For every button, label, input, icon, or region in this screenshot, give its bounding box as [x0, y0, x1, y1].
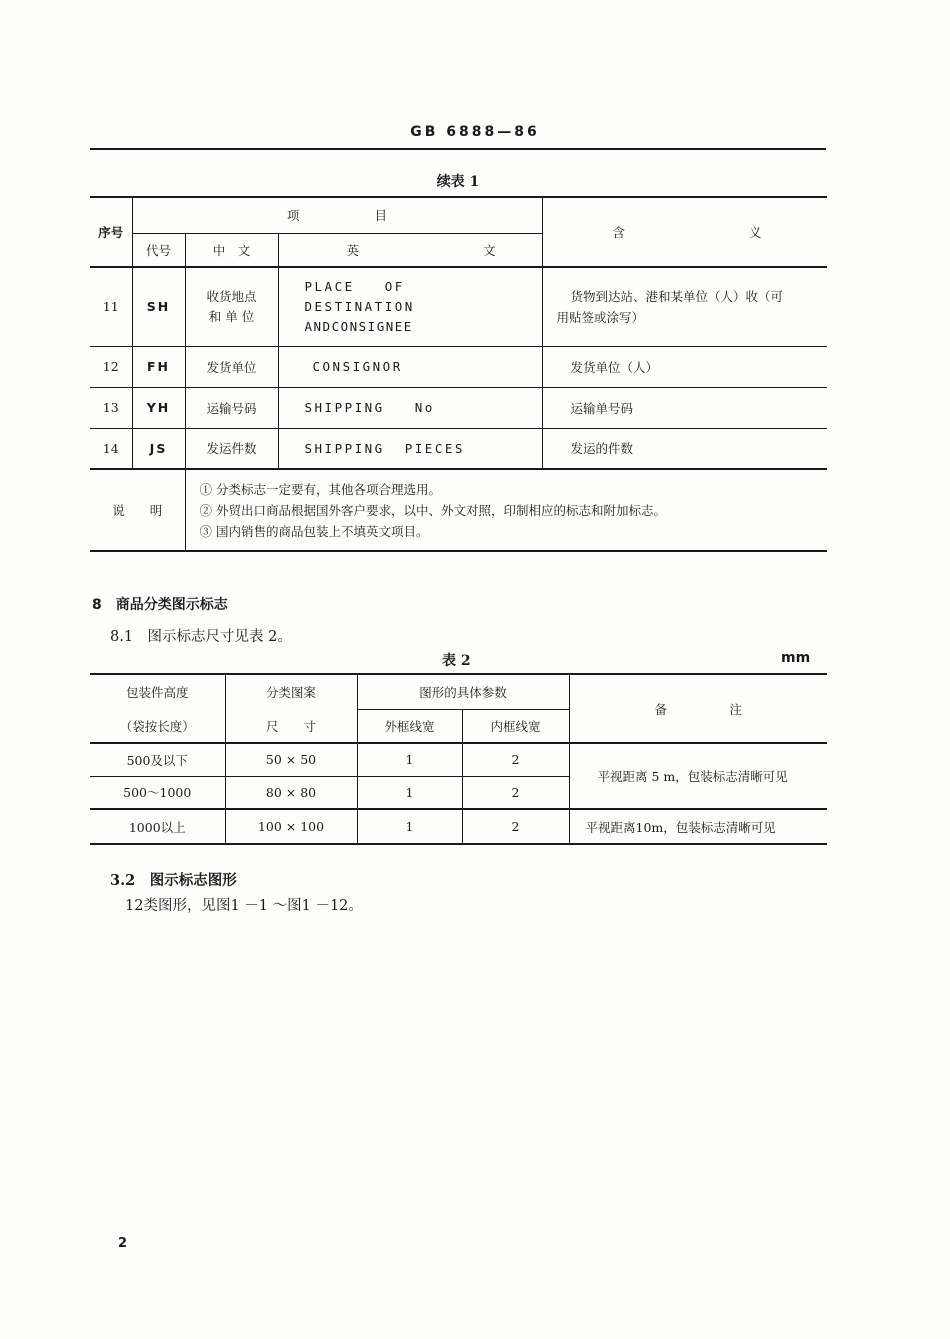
row-en-line3: ANDCONSIGNEE — [304, 318, 413, 334]
row-meaning-line2: 用贴签或涂写） — [556, 309, 645, 325]
note-3: ③ 国内销售的商品包装上不填英文项目。 — [199, 523, 429, 539]
table1 — [90, 196, 827, 552]
col-header-en-a: 英 — [346, 242, 360, 258]
section-8-1: 8.1 图示标志尺寸见表 2。 — [110, 629, 292, 645]
col-header-en — [278, 233, 542, 267]
t2-remark-2: 平视距离10m，包装标志清晰可见 — [569, 809, 827, 844]
row-cn — [185, 267, 278, 346]
table-row — [90, 428, 827, 469]
standard-number: GB 6888—86 — [410, 124, 540, 140]
row-en-line1: PLACE OF — [304, 278, 405, 294]
t2-inner: 2 — [462, 743, 569, 776]
t2-size: 80 × 80 — [225, 776, 357, 809]
row-cn-line1: 收货地点 — [206, 288, 257, 304]
col-header-no: 序号 — [90, 197, 132, 267]
row-no: 14 — [90, 428, 132, 469]
t2-h-inner: 内框线宽 — [462, 709, 569, 743]
t2-h-pattern-2: 尺 寸 — [225, 709, 357, 743]
header-rule — [90, 148, 826, 150]
page-number: 2 — [118, 1236, 128, 1251]
t2-size: 100 × 100 — [225, 809, 357, 844]
t2-h-params: 图形的具体参数 — [357, 674, 569, 709]
row-en: CONSIGNOR — [278, 346, 542, 387]
notes-row — [90, 469, 827, 551]
t2-inner: 2 — [462, 776, 569, 809]
row-code: YH — [132, 387, 185, 428]
t2-height: 1000以上 — [90, 809, 225, 844]
row-cn: 发运件数 — [185, 428, 278, 469]
row-en — [278, 267, 542, 346]
col-header-meaning-b: 义 — [749, 225, 762, 240]
t2-size: 50 × 50 — [225, 743, 357, 776]
row-code: FH — [132, 346, 185, 387]
t2-height: 500及以下 — [90, 743, 225, 776]
table2-caption: 表 2 — [442, 653, 471, 669]
row-en-line2: DESTINATION — [304, 298, 415, 314]
table2-unit: mm — [781, 650, 811, 666]
row-code: SH — [132, 267, 185, 346]
t2-outer: 1 — [357, 743, 462, 776]
table-row — [90, 743, 827, 776]
t2-outer: 1 — [357, 809, 462, 844]
row-meaning — [542, 267, 827, 346]
t2-height: 500～1000 — [90, 776, 225, 809]
t2-outer: 1 — [357, 776, 462, 809]
col-header-code: 代号 — [132, 233, 185, 267]
table-row — [90, 809, 827, 844]
row-meaning: 发货单位（人） — [542, 346, 827, 387]
t2-h-pattern-1: 分类图案 — [225, 674, 357, 709]
row-no: 11 — [90, 267, 132, 346]
row-meaning: 发运的件数 — [542, 428, 827, 469]
col-header-meaning-a: 含 — [612, 225, 626, 240]
note-1: ① 分类标志一定要有，其他各项合理选用。 — [199, 481, 441, 497]
row-cn: 发货单位 — [185, 346, 278, 387]
row-no: 13 — [90, 387, 132, 428]
notes — [185, 469, 827, 551]
t2-h-height-2: （袋按长度） — [90, 709, 225, 743]
t2-h-height-1: 包装件高度 — [90, 674, 225, 709]
t2-h-remark: 备 注 — [569, 674, 827, 743]
t2-h-outer: 外框线宽 — [357, 709, 462, 743]
section-3-2-heading: 3.2 图示标志图形 — [110, 872, 237, 889]
col-header-meaning — [542, 197, 827, 267]
row-meaning: 运输单号码 — [542, 387, 827, 428]
row-cn: 运输号码 — [185, 387, 278, 428]
row-meaning-line1: 货物到达站、港和某单位（人）收（可 — [570, 288, 784, 304]
table-row — [90, 346, 827, 387]
row-en: SHIPPING PIECES — [278, 428, 542, 469]
col-header-item: 项 目 — [132, 197, 542, 233]
col-header-cn: 中 文 — [185, 233, 278, 267]
row-cn-line2: 和 单 位 — [208, 308, 255, 324]
section-3-2-text: 12类图形，见图1 －1 ～图1 －12。 — [125, 898, 363, 914]
table1-caption: 续表 1 — [436, 174, 480, 190]
t2-inner: 2 — [462, 809, 569, 844]
section-8-heading: 8 商品分类图示标志 — [92, 597, 228, 613]
table2 — [90, 673, 827, 845]
note-label: 说 明 — [90, 469, 185, 551]
t2-remark-1: 平视距离 5 m，包装标志清晰可见 — [569, 743, 827, 809]
row-en: SHIPPING No — [278, 387, 542, 428]
row-no: 12 — [90, 346, 132, 387]
row-code: JS — [132, 428, 185, 469]
table-row — [90, 387, 827, 428]
table-row — [90, 267, 827, 346]
note-2: ② 外贸出口商品根据国外客户要求，以中、外文对照，印制相应的标志和附加标志。 — [199, 502, 666, 518]
col-header-en-b: 文 — [483, 242, 496, 258]
